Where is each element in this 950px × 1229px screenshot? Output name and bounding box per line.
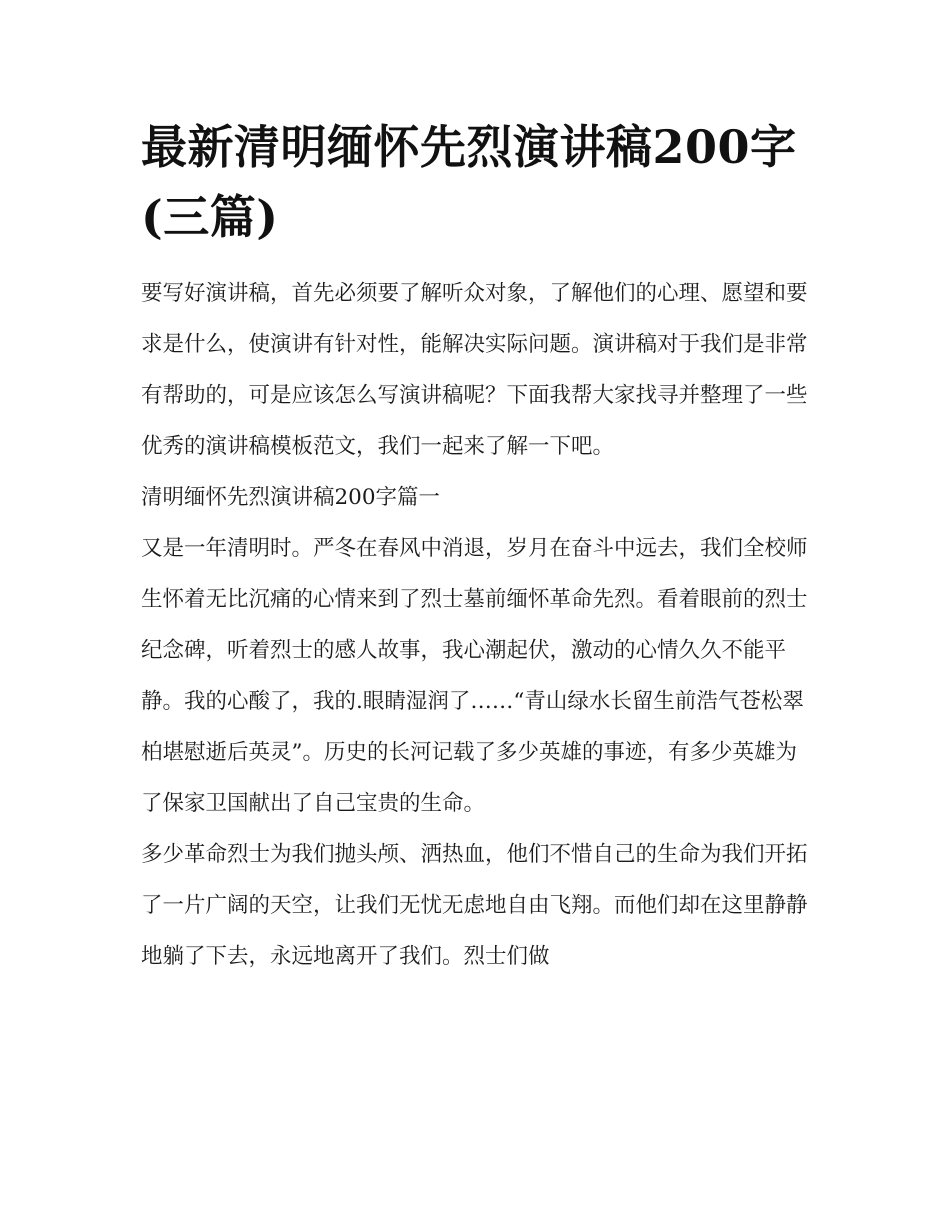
document-title: 最新清明缅怀先烈演讲稿200字(三篇) <box>141 120 797 244</box>
body-paragraph-2: 多少革命烈士为我们抛头颅、洒热血，他们不惜自己的生命为我们开拓了一片广阔的天空，让我们无忧无虑地自由飞翔。而他们却在这里静静地躺了下去，永远地离开了我们。烈士们做 <box>141 842 808 969</box>
intro-paragraph: 要写好演讲稿，首先必须要了解听众对象，了解他们的心理、愿望和要求是什么，使演讲有针对性，能解决实际问题。演讲稿对于我们是非常有帮助的，可是应该怎么写演讲稿呢？下面我帮大家找寻并整理了一些优秀的演讲稿模板范文，我们一起来了解一下吧。 <box>141 281 808 459</box>
body-paragraph-1: 又是一年清明时。严冬在春风中消退，岁月在奋斗中远去，我们全校师生怀着无比沉痛的心情来到了烈士墓前缅怀革命先烈。看着眼前的烈士纪念碑，听着烈士的感人故事，我心潮起伏，激动的心情久久不能平静。我的心酸了，我的.眼睛湿润了……“青山绿水长留生前浩气苍松翠柏堪慰逝后英灵”。历史的长河记载了多少英雄的事迹，有多少英雄为了保家卫国献出了自己宝贵的生命。 <box>141 536 808 816</box>
document-content <box>141 112 813 982</box>
section-heading: 清明缅怀先烈演讲稿200字篇一 <box>141 485 441 510</box>
